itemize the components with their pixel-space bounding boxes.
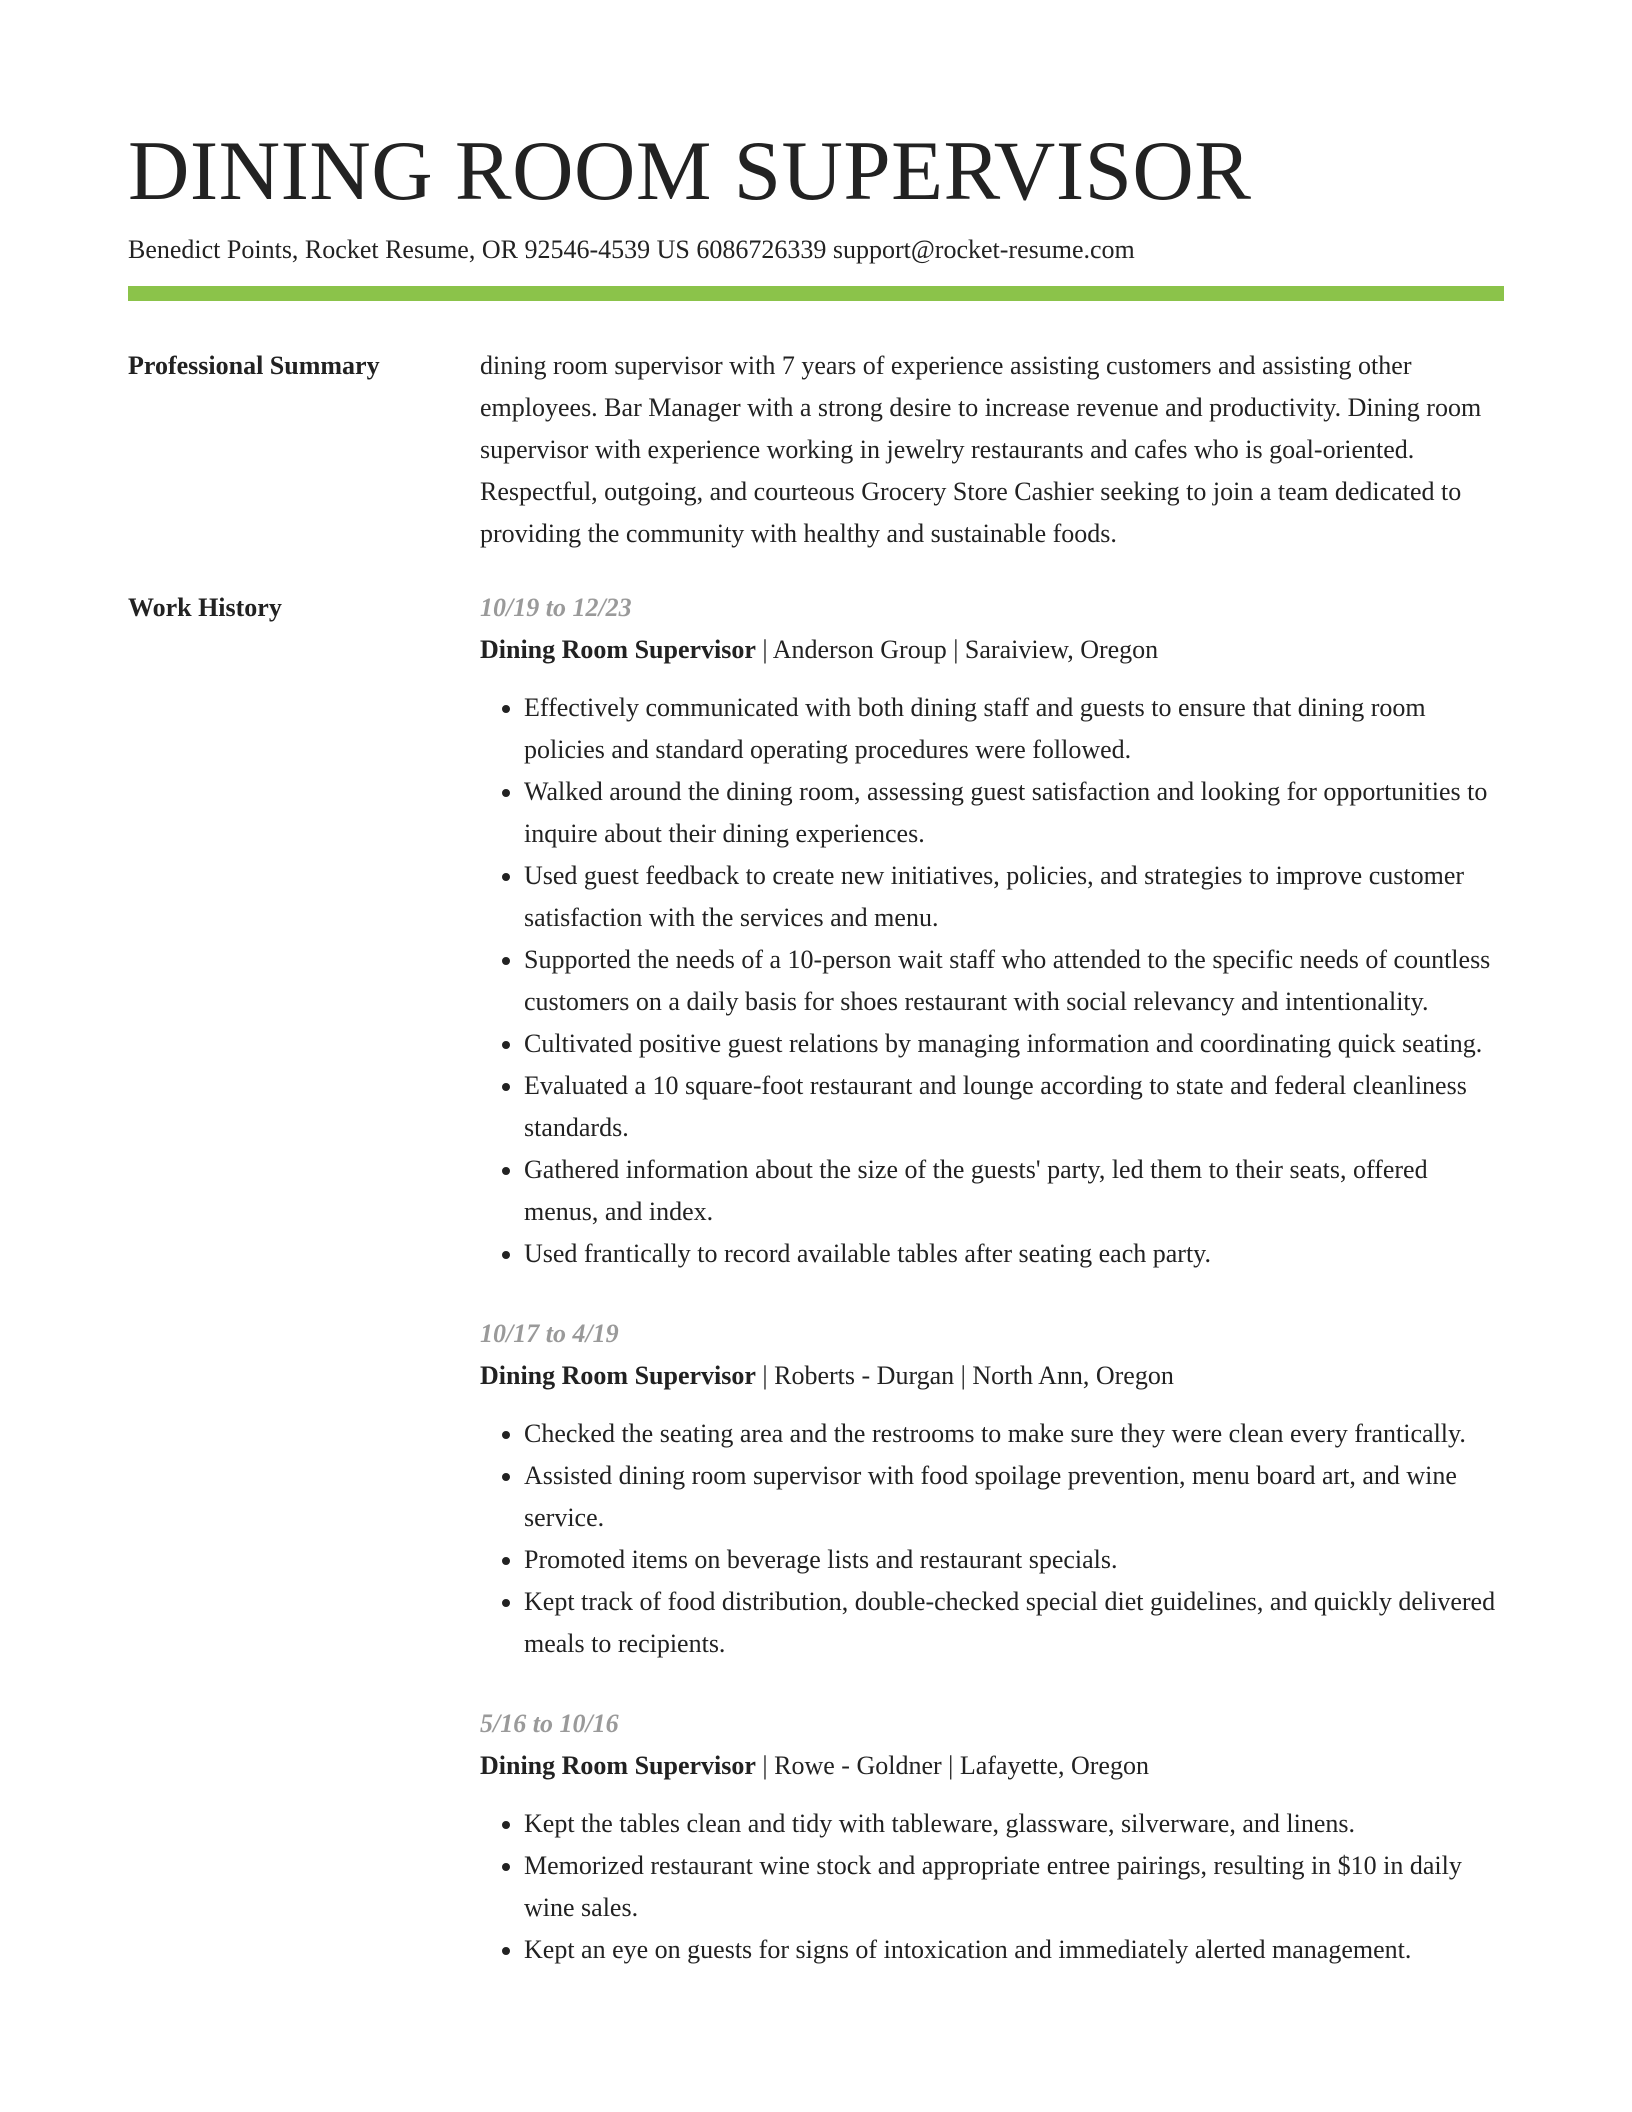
- list-item: • Used guest feedback to create new initiatives, policies, and strategies to improve customer satisfaction with the services and menu.: [524, 855, 1504, 939]
- list-item: • Evaluated a 10 square-foot restaurant and lounge according to state and federal cleanliness standards.: [524, 1065, 1504, 1149]
- job-heading: [480, 1745, 1504, 1787]
- job-dates: 10/17 to 4/19: [480, 1319, 619, 1348]
- job-title: Dining Room Supervisor: [480, 635, 756, 664]
- job-dates: 5/16 to 10/16: [480, 1709, 619, 1738]
- section-label-summary: Professional Summary: [128, 351, 380, 380]
- list-item: • Used frantically to record available tables after seating each party.: [524, 1233, 1504, 1275]
- work-history-section: [128, 587, 1504, 2009]
- contact-line: Benedict Points, Rocket Resume, OR 92546-4539 US 6086726339 support@rocket-resume.com: [128, 235, 1135, 264]
- job-heading: [480, 629, 1504, 671]
- list-item: • Assisted dining room supervisor with food spoilage prevention, menu board art, and wine service.: [524, 1455, 1504, 1539]
- job-dates: 10/19 to 12/23: [480, 593, 632, 622]
- job-bullets: [480, 687, 1504, 1275]
- job-title: Dining Room Supervisor: [480, 1751, 756, 1780]
- job-entry: [480, 1703, 1504, 1971]
- job-details: | Anderson Group | Saraiview, Oregon: [755, 635, 1159, 664]
- list-item: • Gathered information about the size of the guests' party, led them to their seats, offered menus, and index.: [524, 1149, 1504, 1233]
- resume-title: DINING ROOM SUPERVISOR: [128, 124, 1252, 218]
- job-heading: [480, 1355, 1504, 1397]
- work-content: [480, 587, 1504, 2009]
- list-item: • Memorized restaurant wine stock and appropriate entree pairings, resulting in $10 in daily wine sales.: [524, 1845, 1504, 1929]
- summary-content: [480, 345, 1504, 555]
- job-title: Dining Room Supervisor: [480, 1361, 756, 1390]
- job-details: | Rowe - Goldner | Lafayette, Oregon: [755, 1751, 1149, 1780]
- accent-divider: [128, 286, 1504, 301]
- list-item: • Cultivated positive guest relations by managing information and coordinating quick seating.: [524, 1023, 1504, 1065]
- resume-page: [128, 0, 1504, 2009]
- summary-text: dining room supervisor with 7 years of experience assisting customers and assisting other employees. Bar Manager with a strong desire to increase revenue and productivity. Dining room supervisor with experience working in jewelry restaurants and cafes who is goal-oriented. Respectful, outgoing, and courteous Grocery Store Cashier seeking to join a team dedicated to providing the community with healthy and sustainable foods.: [480, 351, 1482, 548]
- list-item: • Supported the needs of a 10-person wait staff who attended to the specific needs of countless customers on a daily basis for shoes restaurant with social relevancy and intentionality.: [524, 939, 1504, 1023]
- list-item: • Effectively communicated with both dining staff and guests to ensure that dining room policies and standard operating procedures were followed.: [524, 687, 1504, 771]
- list-item: • Kept the tables clean and tidy with tableware, glassware, silverware, and linens.: [524, 1803, 1504, 1845]
- list-item: • Kept track of food distribution, double-checked special diet guidelines, and quickly delivered meals to recipients.: [524, 1581, 1504, 1665]
- list-item: • Checked the seating area and the restrooms to make sure they were clean every frantically.: [524, 1413, 1504, 1455]
- job-bullets: [480, 1803, 1504, 1971]
- job-entry: [480, 1313, 1504, 1665]
- job-details: | Roberts - Durgan | North Ann, Oregon: [755, 1361, 1174, 1390]
- job-entry: [480, 587, 1504, 1275]
- professional-summary-section: [128, 345, 1504, 555]
- list-item: • Walked around the dining room, assessing guest satisfaction and looking for opportunities to inquire about their dining experiences.: [524, 771, 1504, 855]
- job-bullets: [480, 1413, 1504, 1665]
- list-item: • Promoted items on beverage lists and restaurant specials.: [524, 1539, 1504, 1581]
- list-item: • Kept an eye on guests for signs of intoxication and immediately alerted management.: [524, 1929, 1504, 1971]
- section-label-work: Work History: [128, 593, 282, 622]
